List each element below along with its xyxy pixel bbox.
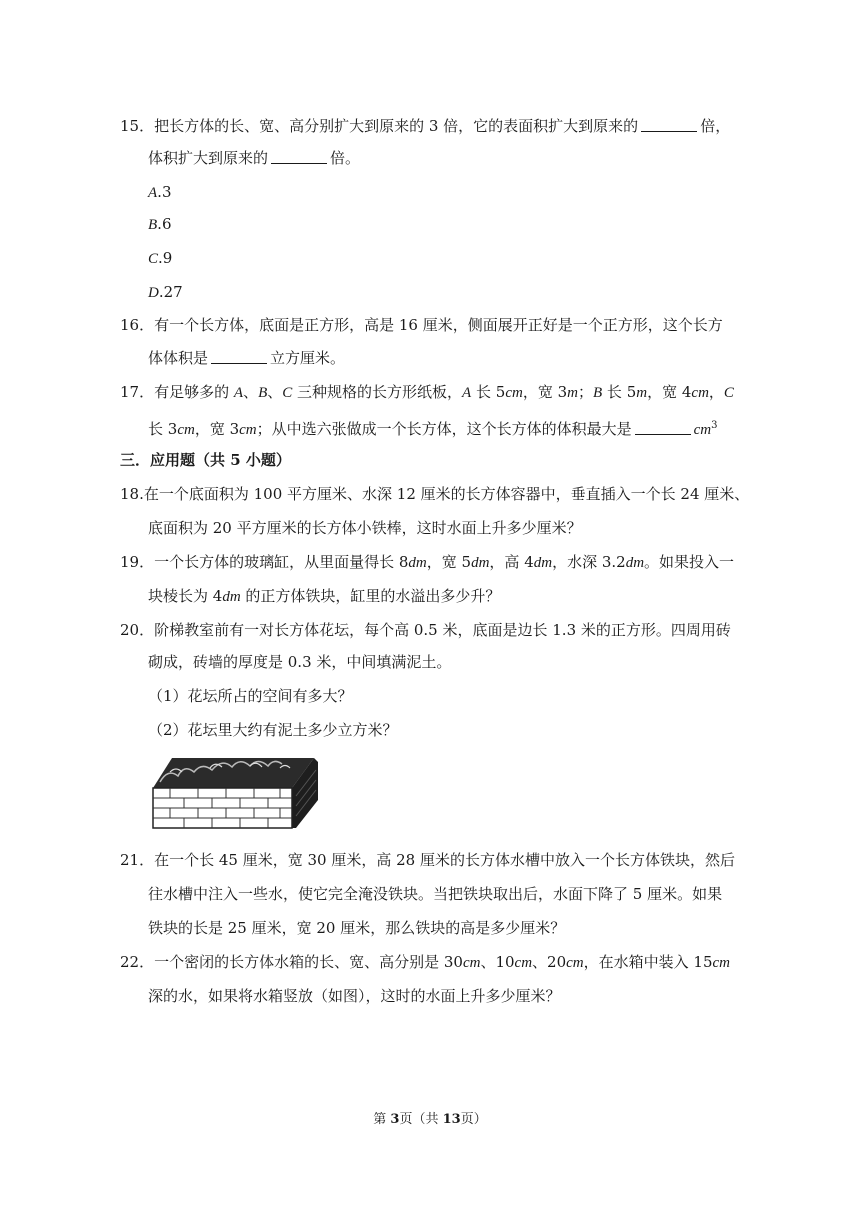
q19-unit: dm: [222, 589, 241, 605]
q15-option-d[interactable]: [148, 282, 183, 303]
q15-option-a[interactable]: [148, 182, 171, 203]
q19-t: ，高 4: [489, 553, 534, 571]
q22-unit: cm: [566, 955, 584, 971]
option-letter: A: [148, 185, 158, 201]
q17-t: ，宽 4: [647, 383, 692, 401]
q22-unit: cm: [712, 955, 730, 971]
option-value: .9: [158, 249, 173, 267]
q16-line2: [148, 348, 345, 368]
q15-text-d: 倍。: [330, 149, 361, 167]
q21-number: 21．: [120, 851, 155, 869]
q19-t: 的正方体铁块，缸里的水溢出多少升？: [240, 587, 501, 605]
option-letter: B: [148, 217, 158, 233]
q17-line2: [148, 416, 718, 440]
q15-line1: [120, 116, 730, 136]
footer-text: 页（共: [399, 1112, 443, 1127]
q17-unit: cm: [505, 385, 523, 401]
q17-t: 长 5: [471, 383, 506, 401]
q19-t: 块棱长为 4: [148, 587, 223, 605]
q15-option-c[interactable]: [148, 248, 172, 269]
q19-unit: dm: [408, 555, 427, 571]
q15-blank-1[interactable]: [641, 117, 697, 132]
flower-bed-illustration: [150, 752, 325, 832]
q22-number: 22．: [120, 953, 155, 971]
q17-var: C: [282, 385, 293, 401]
q21-text-1: 在一个长 45 厘米，宽 30 厘米，高 28 厘米的长方体水槽中放入一个长方体铁块，然后: [154, 851, 735, 869]
q17-unit: m: [636, 385, 648, 401]
soil-top: [153, 758, 314, 788]
option-value: .3: [157, 183, 172, 201]
q17-t: ，宽 3: [522, 383, 568, 401]
q19-unit: dm: [533, 555, 553, 571]
q17-unit: cm: [691, 385, 709, 401]
page-footer: [0, 1108, 860, 1127]
q17-var: B: [592, 385, 603, 401]
q21-line3: 铁块的长是 25 厘米，宽 20 厘米，那么铁块的高是多少厘米？: [148, 919, 566, 937]
q17-unit: cm: [177, 422, 195, 438]
q20-line2: 砌成，砖墙的厚度是 0.3 米，中间填满泥土。: [148, 653, 452, 671]
q22-t: ，在水箱中装入 15: [583, 953, 713, 971]
q20-number: 20．: [120, 621, 155, 639]
q22-unit: cm: [462, 955, 481, 971]
q20-text-1: 阶梯教室前有一对长方体花坛，每个高 0.5 米，底面是边长 1.3 米的正方形。四周用砖: [154, 621, 731, 639]
q16-text-1: 有一个长方体，底面是正方形，高是 16 厘米，侧面展开正好是一个正方形，这个长方: [154, 316, 723, 334]
q18-number: 18.: [120, 485, 144, 503]
q19-unit: dm: [625, 555, 645, 571]
q19-t: ，宽 5: [426, 553, 472, 571]
option-value: .6: [157, 215, 172, 233]
total-pages: 13: [442, 1112, 461, 1127]
q17-unit-exp: 3: [711, 420, 718, 431]
q18-text-1: 在一个底面积为 100 平方厘米、水深 12 厘米的长方体容器中，垂直插入一个长 24 厘米、: [143, 485, 750, 503]
q15-option-b[interactable]: [148, 214, 171, 235]
q15-line2: [148, 148, 360, 168]
q17-var: C: [723, 385, 734, 401]
option-letter: D: [148, 285, 159, 301]
q19-number: 19．: [120, 553, 155, 571]
q21-line1: [120, 850, 735, 870]
q22-unit: cm: [514, 955, 533, 971]
q17-var: A: [233, 385, 244, 401]
q20-sub2: （2）花坛里大约有泥土多少立方米？: [148, 721, 398, 739]
q19-t: 一个长方体的玻璃缸，从里面量得长 8: [154, 553, 409, 571]
q17-t: ；: [577, 383, 593, 401]
q22-t: 一个密闭的长方体水箱的长、宽、高分别是 30: [154, 953, 463, 971]
q17-unit: m: [567, 385, 578, 401]
q20-line1: [120, 620, 731, 640]
q16-text-2a: 体体积是: [148, 349, 209, 367]
page-number: 3: [390, 1112, 400, 1127]
q21-line2: 往水槽中注入一些水，使它完全淹没铁块。当把铁块取出后，水面下降了 5 厘米。如果: [148, 885, 723, 903]
q17-t: 长 3: [148, 420, 178, 438]
q17-var: B: [258, 385, 268, 401]
q16-text-2b: 立方厘米。: [270, 349, 346, 367]
q17-var: A: [462, 385, 472, 401]
q17-t: 有足够多的: [154, 383, 234, 401]
q22-line1: [120, 952, 730, 973]
q19-line2: [148, 586, 500, 607]
q15-blank-2[interactable]: [271, 149, 327, 164]
q15-text-c: 体积扩大到原来的: [148, 149, 269, 167]
footer-text: 第: [373, 1112, 391, 1127]
q17-t: 、: [267, 383, 283, 401]
q19-t: ，水深 3.2: [552, 553, 626, 571]
q16-number: 16．: [120, 316, 155, 334]
q17-t: 、: [243, 383, 259, 401]
option-letter: C: [148, 251, 159, 267]
q15-text-b: 倍，: [700, 117, 731, 135]
q16-line1: [120, 315, 723, 335]
q17-blank[interactable]: [635, 420, 691, 435]
q18-line2: 底面积为 20 平方厘米的长方体小铁棒，这时水面上升多少厘米？: [148, 519, 582, 537]
q17-t: 三种规格的长方形纸板，: [292, 383, 463, 401]
q17-unit: cm: [239, 422, 257, 438]
q17-t: 长 5: [602, 383, 637, 401]
q22-line2: 深的水，如果将水箱竖放（如图），这时的水面上升多少厘米？: [148, 987, 561, 1005]
q22-t: 、20: [532, 953, 567, 971]
q17-t: ；从中选六张做成一个长方体，这个长方体的体积最大是: [256, 420, 632, 438]
q17-t: ，: [708, 383, 724, 401]
q19-t: 。如果投入一: [644, 553, 735, 571]
q22-t: 、10: [480, 953, 515, 971]
q15-number: 15．: [120, 117, 155, 135]
q17-number: 17．: [120, 383, 155, 401]
q16-blank[interactable]: [211, 349, 267, 364]
q17-line1: [120, 382, 734, 403]
q18-line1: [120, 484, 749, 504]
q17-t: ，宽 3: [194, 420, 240, 438]
q19-unit: dm: [471, 555, 490, 571]
q19-line1: [120, 552, 734, 573]
footer-text: 页）: [460, 1112, 487, 1127]
q17-unit: cm: [693, 422, 712, 438]
q15-text-a: 把长方体的长、宽、高分别扩大到原来的 3 倍，它的表面积扩大到原来的: [154, 117, 639, 135]
section-title: 三．应用题（共 5 小题）: [120, 451, 291, 469]
q20-sub1: （1）花坛所占的空间有多大？: [148, 687, 353, 705]
option-value: .27: [158, 283, 183, 301]
